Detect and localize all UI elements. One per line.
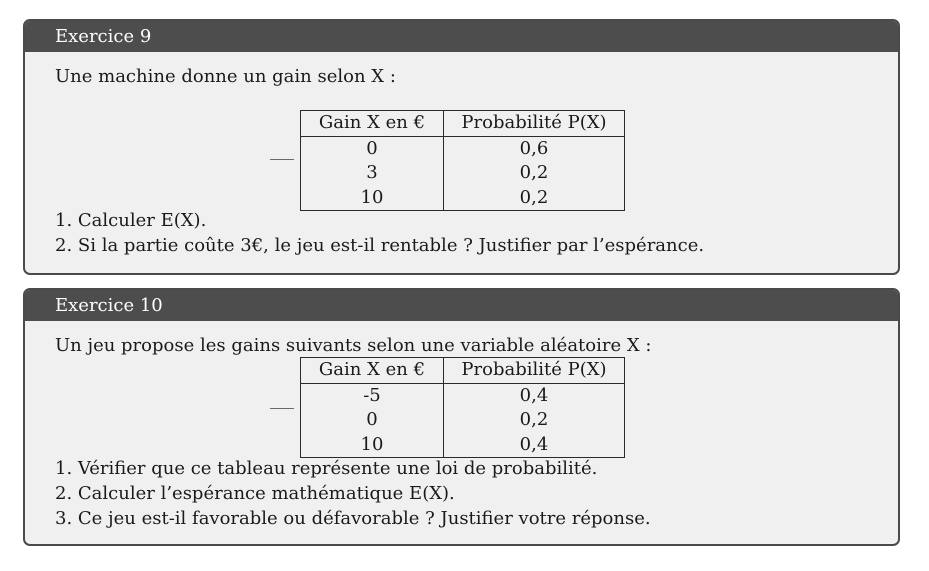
probability-table: [300, 110, 625, 211]
table-cell: 0,2: [444, 161, 625, 186]
question-item: 2. Calculer l’espérance mathématique E(X).: [55, 483, 455, 504]
question-item: 1. Vérifier que ce tableau représente une loi de probabilité.: [55, 458, 598, 479]
table-cell: 10: [301, 433, 444, 458]
table-header-row: [301, 111, 625, 137]
table-header-cell: Gain X en €: [301, 111, 444, 137]
table-header-cell: Probabilité P(X): [444, 358, 625, 384]
table-row: [301, 186, 625, 211]
table-cell: -5: [301, 383, 444, 408]
exercise-intro: Une machine donne un gain selon X :: [55, 66, 396, 87]
table-row: [301, 408, 625, 433]
table-cell: 0,6: [444, 136, 625, 161]
exercise-box-9: [23, 19, 900, 275]
probability-table: [300, 357, 625, 458]
table-cell: 0,4: [444, 383, 625, 408]
decorative-dash: [270, 159, 294, 160]
table-row: [301, 433, 625, 458]
table-row: [301, 136, 625, 161]
decorative-dash: [270, 408, 294, 409]
table-cell: 0: [301, 136, 444, 161]
table-row: [301, 383, 625, 408]
question-item: 2. Si la partie coûte 3€, le jeu est-il rentable ? Justifier par l’espérance.: [55, 235, 705, 256]
table-header-row: [301, 358, 625, 384]
question-item: 1. Calculer E(X).: [55, 210, 207, 231]
table-cell: 3: [301, 161, 444, 186]
table-cell: 0: [301, 408, 444, 433]
question-item: 3. Ce jeu est-il favorable ou défavorable ? Justifier votre réponse.: [55, 508, 651, 529]
table-cell: 10: [301, 186, 444, 211]
table-header-cell: Probabilité P(X): [444, 111, 625, 137]
exercise-box-10: [23, 288, 900, 546]
exercise-intro: Un jeu propose les gains suivants selon une variable aléatoire X :: [55, 335, 652, 356]
table-cell: 0,2: [444, 186, 625, 211]
table-header-cell: Gain X en €: [301, 358, 444, 384]
table-row: [301, 161, 625, 186]
exercise-title: Exercice 9: [25, 21, 898, 52]
exercise-title: Exercice 10: [25, 290, 898, 321]
table-cell: 0,4: [444, 433, 625, 458]
table-cell: 0,2: [444, 408, 625, 433]
